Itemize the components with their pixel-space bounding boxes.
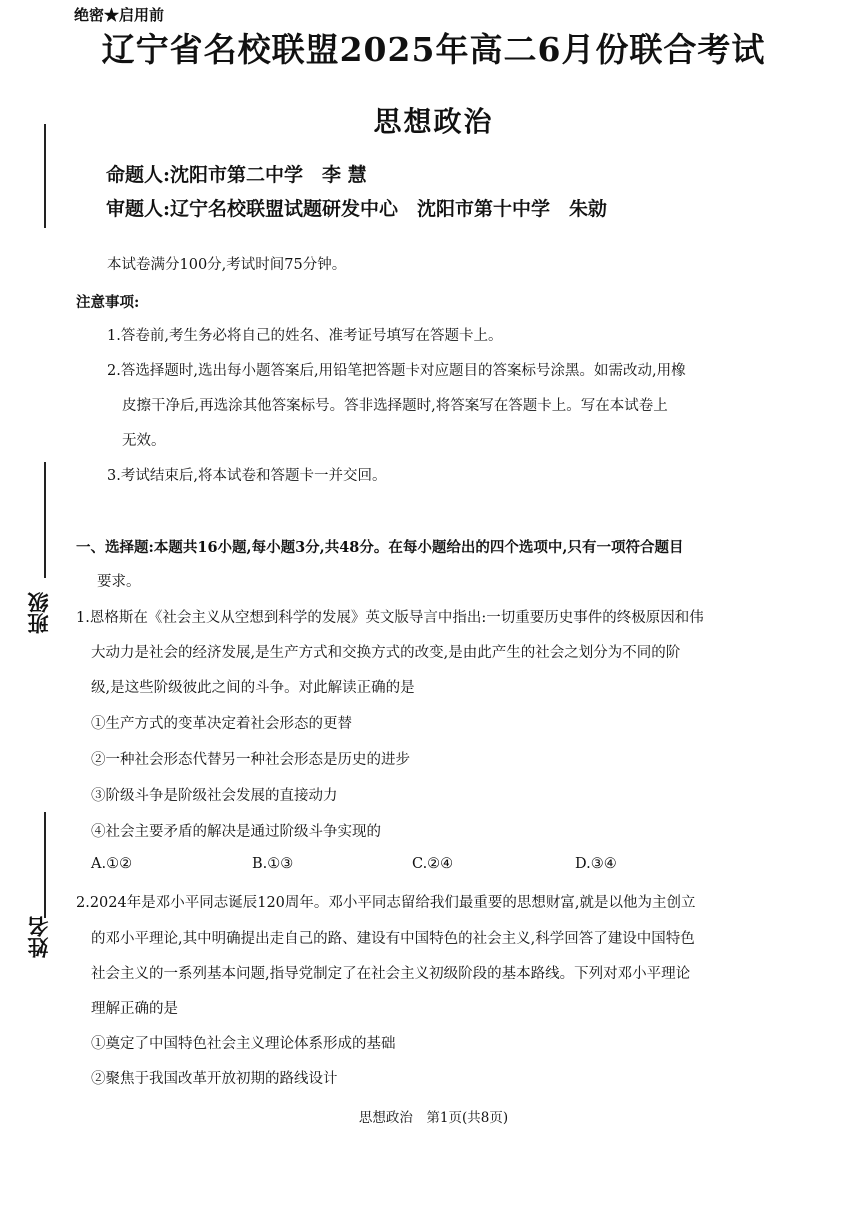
q1-option-b: B.①③: [252, 856, 294, 872]
q1-line-2: 大动力是社会的经济发展,是生产方式和交换方式的改变,是由此产生的社会之划分为不同的阶: [91, 645, 681, 661]
q1-line-3: 级,是这些阶级彼此之间的斗争。对此解读正确的是: [91, 680, 415, 696]
name-label: 姓名: [26, 916, 51, 958]
secret-label: 绝密★启用前: [74, 6, 165, 24]
section-heading: 一、选择题:本题共16小题,每小题3分,共48分。在每小题给出的四个选项中,只有一项符合题目: [76, 539, 684, 556]
q1-statement-4: ④社会主要矛盾的解决是通过阶级斗争实现的: [91, 824, 381, 840]
q2-line-2: 的邓小平理论,其中明确提出走自己的路、建设有中国特色的社会主义,科学回答了建设中国特色: [91, 931, 695, 947]
q2-line-1: 2.2024年是邓小平同志诞辰120周年。邓小平同志留给我们最重要的思想财富,就是以他为主创立: [76, 895, 696, 911]
q2-statement-2: ②聚焦于我国改革开放初期的路线设计: [91, 1071, 338, 1087]
note-item-2-line-3: 无效。: [122, 433, 166, 449]
q1-option-a: A.①②: [91, 856, 133, 872]
exam-info: 本试卷满分100分,考试时间75分钟。: [107, 257, 347, 273]
q1-option-c: C.②④: [412, 856, 454, 872]
notes-heading: 注意事项:: [76, 294, 140, 311]
q1-line-1: 1.恩格斯在《社会主义从空想到科学的发展》英文版导言中指出:一切重要历史事件的终极原因和伟: [76, 610, 704, 626]
footer-page-number: 思想政治 第1页(共8页): [358, 1110, 509, 1126]
note-item-3: 3.考试结束后,将本试卷和答题卡一并交回。: [107, 468, 387, 484]
author-credit: 命题人:沈阳市第二中学 李 慧: [106, 164, 367, 186]
q2-statement-1: ①奠定了中国特色社会主义理论体系形成的基础: [91, 1036, 396, 1052]
q2-line-3: 社会主义的一系列基本问题,指导党制定了在社会主义初级阶段的基本路线。下列对邓小平理论: [91, 966, 691, 982]
q1-statement-3: ③阶级斗争是阶级社会发展的直接动力: [91, 788, 338, 804]
note-item-2-line-2: 皮擦干净后,再选涂其他答案标号。答非选择题时,将答案写在答题卡上。写在本试卷上: [122, 398, 668, 414]
subject-title: 思想政治: [373, 105, 494, 138]
reviewer-credit: 审题人:辽宁名校联盟试题研发中心 沈阳市第十中学 朱勍: [106, 198, 608, 220]
class-label: 班级: [26, 592, 51, 634]
q1-statement-2: ②一种社会形态代替另一种社会形态是历史的进步: [91, 752, 410, 768]
binding-line-mid: [44, 462, 46, 578]
q1-statement-1: ①生产方式的变革决定着社会形态的更替: [91, 716, 352, 732]
exam-title: 辽宁省名校联盟2025年高二6月份联合考试: [101, 30, 766, 69]
q1-option-d: D.③④: [575, 856, 617, 872]
section-heading-cont: 要求。: [97, 574, 141, 590]
note-item-2-line-1: 2.答选择题时,选出每小题答案后,用铅笔把答题卡对应题目的答案标号涂黑。如需改动,用橡: [107, 363, 686, 379]
q2-line-4: 理解正确的是: [91, 1001, 178, 1017]
binding-line-bottom: [44, 812, 46, 918]
note-item-1: 1.答卷前,考生务必将自己的姓名、准考证号填写在答题卡上。: [107, 328, 503, 344]
binding-line-top: [44, 124, 46, 228]
